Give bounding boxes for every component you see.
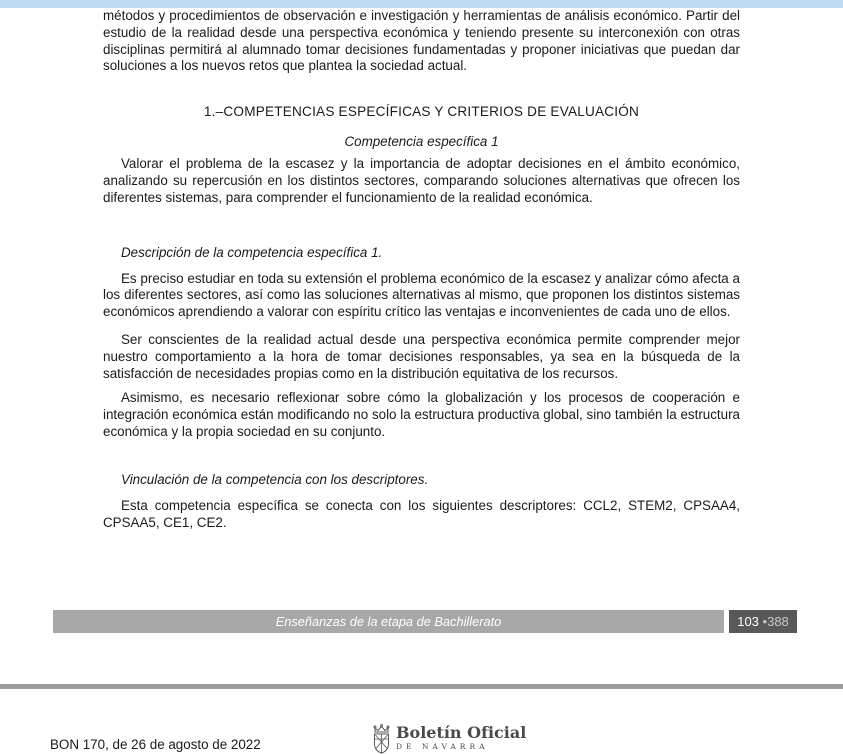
bulletin-reference: BON 170, de 26 de agosto de 2022 bbox=[50, 737, 261, 752]
body-paragraph: métodos y procedimientos de observación e investigación y herramientas de análisis económico. Partir del estudio de la realidad desde una perspectiva económica y teniendo presente su interconexión con otras disciplinas permitirá al alumnado tomar decisiones fundamentadas y proponer iniciativas que puedan dar soluciones a los nuevos retos que plantea la sociedad actual. bbox=[103, 8, 740, 74]
running-footer-title: Enseñanzas de la etapa de Bachillerato bbox=[53, 610, 724, 633]
document-body bbox=[103, 8, 740, 531]
logo-text bbox=[396, 724, 526, 751]
top-edge-bar bbox=[0, 0, 843, 8]
body-paragraph: Asimismo, es necesario reflexionar sobre cómo la globalización y los procesos de cooperación e integración económica están modificando no solo la estructura productiva global, sino también la estructura económica y la propia sociedad en su conjunto. bbox=[103, 390, 740, 439]
logo-title: Boletín Oficial bbox=[396, 723, 527, 742]
page-total: •388 bbox=[758, 614, 789, 629]
vinculacion-label: Vinculación de la competencia con los descriptores. bbox=[121, 471, 429, 487]
page-number: 103 bbox=[737, 614, 759, 629]
section-heading: 1.–COMPETENCIAS ESPECÍFICAS Y CRITERIOS DE EVALUACIÓN bbox=[203, 104, 640, 120]
body-paragraph: Es preciso estudiar en toda su extensión el problema económico de la escasez y analizar cómo afecta a los diferentes sectores, así como las soluciones alternativas al mismo, que proponen los distintos sistemas económicos aprendiendo a valorar con espíritu crítico las ventajas e inconvenientes de cada uno de ellos. bbox=[103, 270, 740, 320]
body-paragraph: Esta competencia específica se conecta con los siguientes descriptores: CCL2, STEM2, CPSAA4, CPSAA5, CE1, CE2. bbox=[103, 497, 740, 530]
body-paragraph: Valorar el problema de la escasez y la importancia de adoptar decisiones en el ámbito económico, analizando su repercusión en los distintos sectores, comparando soluciones alternativas que ofrecen los diferentes sistemas, para comprender el funcionamiento de la realidad económica. bbox=[103, 156, 740, 205]
page-number-badge bbox=[729, 610, 797, 633]
running-footer bbox=[53, 610, 797, 633]
navarra-coat-of-arms-icon bbox=[371, 724, 392, 754]
boletin-oficial-logo bbox=[371, 724, 526, 754]
footer-separator-rule bbox=[0, 684, 843, 689]
logo-subtitle: DE NAVARRA bbox=[396, 742, 489, 751]
competencia-heading: Competencia específica 1 bbox=[344, 134, 499, 150]
body-paragraph: Ser conscientes de la realidad actual desde una perspectiva económica permite comprender mejor nuestro comportamiento a la hora de tomar decisiones responsables, ya sea en la búsqueda de la satisfacción de necesidades propias como en la distribución equitativa de los recursos. bbox=[103, 331, 740, 381]
descripcion-label: Descripción de la competencia específica 1. bbox=[121, 244, 383, 260]
